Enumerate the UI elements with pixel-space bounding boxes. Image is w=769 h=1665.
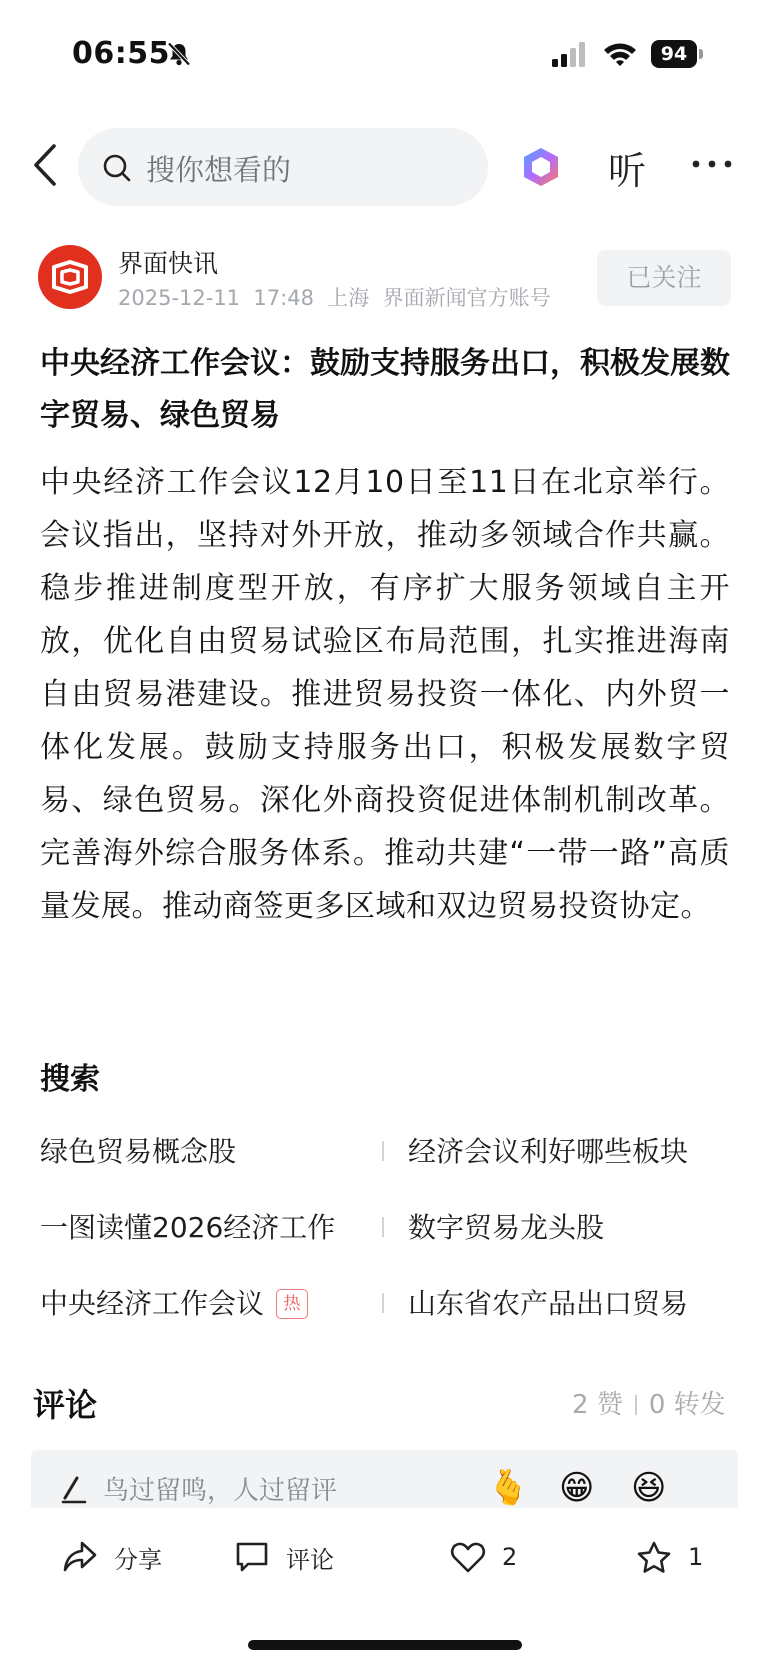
search-suggestion[interactable]: 数字贸易龙头股	[408, 1211, 605, 1244]
star-icon	[636, 1540, 672, 1574]
listen-button[interactable]: 听	[608, 149, 647, 193]
like-button[interactable]	[450, 1532, 517, 1582]
follow-button[interactable]: 已关注	[597, 250, 731, 306]
comment-button[interactable]	[234, 1532, 334, 1582]
article-body: 中央经济工作会议12月10日至11日在北京举行。会议指出，坚持对外开放，推动多领域合作共赢。稳步推进制度型开放，有序扩大服务领域自主开放，优化自由贸易试验区布局范围，扎实推进海南自由贸易港建设。推进贸易投资一体化、内外贸一体化发展。鼓励支持服务出口，积极发展数字贸易、绿色贸易。深化外商投资促进体制机制改革。完善海外综合服务体系。推动共建“一带一路”高质量发展。推动商签更多区域和双边贸易投资协定。	[40, 465, 730, 924]
search-suggestion[interactable]: 一图读懂2026经济工作	[40, 1211, 336, 1244]
cellular-signal-icon	[552, 42, 588, 68]
search-suggestion-hot[interactable]	[40, 1282, 308, 1322]
like-count: 2	[572, 1390, 589, 1420]
share-label: 分享	[114, 1545, 162, 1574]
finger-heart-emoji-icon[interactable]: 🫰	[487, 1468, 530, 1508]
divider	[382, 1217, 384, 1237]
battery-level: 94	[651, 40, 697, 68]
laugh-emoji-icon[interactable]: 😆	[631, 1468, 667, 1508]
post-time: 17:48	[253, 286, 314, 310]
ai-assistant-icon[interactable]	[520, 146, 562, 188]
heart-icon	[450, 1540, 486, 1574]
search-placeholder: 搜你想看的	[146, 153, 292, 187]
search-section-title: 搜索	[40, 1062, 100, 1097]
repost-label: 转发	[673, 1390, 726, 1420]
post-location: 上海	[327, 286, 370, 310]
search-suggestion[interactable]: 绿色贸易概念股	[40, 1135, 237, 1168]
grin-emoji-icon[interactable]: 😁	[559, 1468, 595, 1508]
home-indicator[interactable]	[248, 1640, 522, 1650]
author-avatar[interactable]	[38, 245, 102, 309]
search-bar[interactable]	[78, 128, 488, 206]
search-suggestion[interactable]: 山东省农产品出口贸易	[408, 1287, 689, 1320]
pen-icon	[61, 1474, 87, 1504]
comment-icon	[234, 1540, 270, 1574]
battery-icon	[651, 40, 705, 70]
post-date: 2025-12-11	[118, 286, 241, 310]
favorite-button[interactable]	[636, 1532, 703, 1582]
search-icon	[102, 153, 132, 183]
share-icon	[62, 1540, 98, 1574]
repost-count: 0	[648, 1390, 666, 1420]
hot-badge: 热	[276, 1289, 308, 1319]
comment-placeholder: 鸟过留鸣，人过留评	[103, 1476, 338, 1506]
bell-muted-icon	[166, 41, 192, 67]
divider	[382, 1293, 384, 1313]
divider	[382, 1141, 384, 1161]
wifi-icon	[602, 40, 638, 68]
status-time: 06:55	[72, 36, 170, 71]
share-button[interactable]	[62, 1532, 162, 1582]
like-count-bottom: 2	[502, 1543, 518, 1571]
search-suggestion[interactable]: 经济会议利好哪些板块	[408, 1135, 689, 1168]
comments-title: 评论	[33, 1386, 98, 1424]
author-name[interactable]: 界面快讯	[118, 249, 219, 278]
back-chevron-icon[interactable]	[30, 142, 60, 188]
more-options-icon[interactable]	[690, 158, 734, 170]
favorite-count: 1	[688, 1543, 704, 1571]
search-suggestion-label: 中央经济工作会议	[40, 1287, 265, 1320]
jiemian-logo-icon	[38, 245, 102, 309]
article-title: 中央经济工作会议：鼓励支持服务出口，积极发展数字贸易、绿色贸易	[40, 346, 730, 433]
comment-stats	[572, 1384, 726, 1421]
account-type: 界面新闻官方账号	[382, 286, 551, 310]
like-label: 赞	[596, 1390, 623, 1420]
author-meta	[118, 282, 551, 312]
comment-label: 评论	[286, 1545, 334, 1574]
